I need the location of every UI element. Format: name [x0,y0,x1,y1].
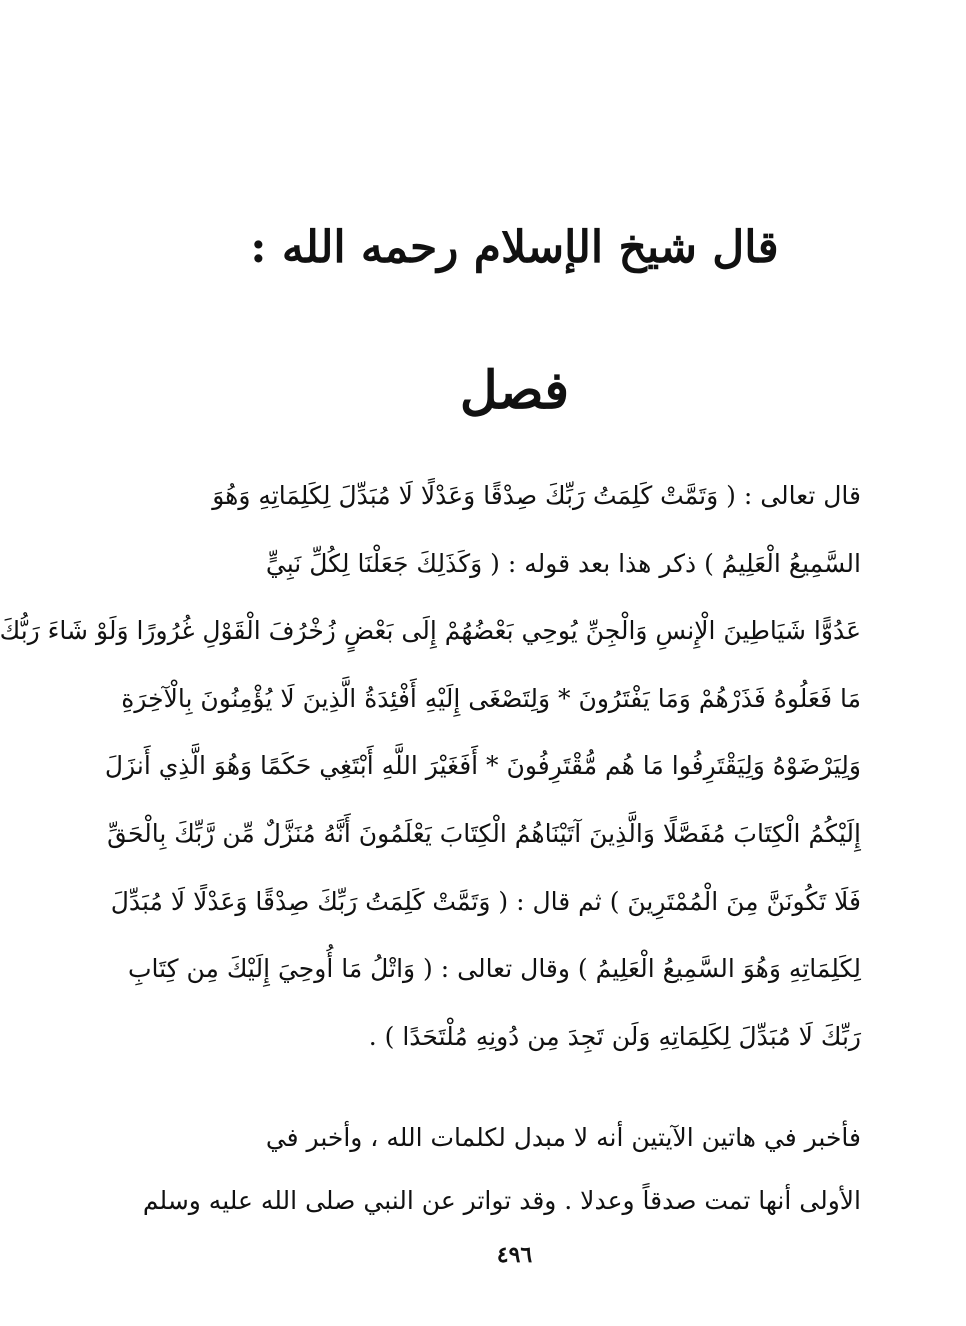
text-line: رَبِّكَ لَا مُبَدِّلَ لِكَلِمَاتِهِ وَلَن تَجِدَ مِن دُونِهِ مُلْتَحَدًا ) . [368,1021,861,1051]
text-line: مَا فَعَلُوهُ فَذَرْهُمْ وَمَا يَفْتَرُونَ * وَلِتَصْغَى إِلَيْهِ أَفْئِدَةُ الَّذِينَ لَا يُؤْمِنُونَ بِالْآخِرَةِ [121,683,861,713]
text-line: الأولى أنها تمت صدقاً وعدلا . وقد تواتر عن النبي صلى الله عليه وسلم [142,1186,861,1215]
text-line: وَلِيَرْضَوْهُ وَلِيَقْتَرِفُوا مَا هُم مُّقْتَرِفُونَ * أَفَغَيْرَ اللَّهِ أَبْتَغِي حَكَمًا وَهُوَ الَّذِي أَنزَلَ [104,751,861,781]
text-line: قال تعالى : ( وَتَمَّتْ كَلِمَتُ رَبِّكَ صِدْقًا وَعَدْلًا لَا مُبَدِّلَ لِكَلِمَاتِهِ وَهُوَ [212,481,861,510]
page-heading: قال شيخ الإسلام رحمه الله : [250,222,779,273]
text-line: إِلَيْكُمُ الْكِتَابَ مُفَصَّلًا وَالَّذِينَ آتَيْنَاهُمُ الْكِتَابَ يَعْلَمُونَ أَنَّهُ مُنَزَّلٌ مِّن رَّبِّكَ بِالْحَقِّ [107,818,861,848]
quranic-quote-block [0,462,861,1070]
page-number: ٤٩٦ [496,1242,533,1268]
text-line: فَلَا تَكُونَنَّ مِنَ الْمُمْتَرِينَ ) ثم قال : ( وَتَمَّتْ كَلِمَتُ رَبِّكَ صِدْقًا وَعَدْلًا لَا مُبَدِّلَ [110,886,861,916]
text-line: فأخبر في هاتين الآيتين أنه لا مبدل لكلمات الله ، وأخبر في [265,1123,861,1152]
section-title: فصل [459,360,570,421]
text-line: السَّمِيعُ الْعَلِيمُ ) ذكر هذا بعد قوله : ( وَكَذَلِكَ جَعَلْنَا لِكُلِّ نَبِيٍّ [265,548,861,578]
commentary-paragraph [133,1106,861,1232]
text-line: عَدُوًّا شَيَاطِينَ الْإِنسِ وَالْجِنِّ يُوحِي بَعْضُهُمْ إِلَى بَعْضٍ زُخْرُفَ الْقَوْلِ غُرُورًا وَلَوْ شَاءَ رَبُّكَ [0,616,861,646]
text-line: لِكَلِمَاتِهِ وَهُوَ السَّمِيعُ الْعَلِيمُ ) وقال تعالى : ( وَاتْلُ مَا أُوحِيَ إِلَيْكَ مِن كِتَابِ [127,954,861,984]
